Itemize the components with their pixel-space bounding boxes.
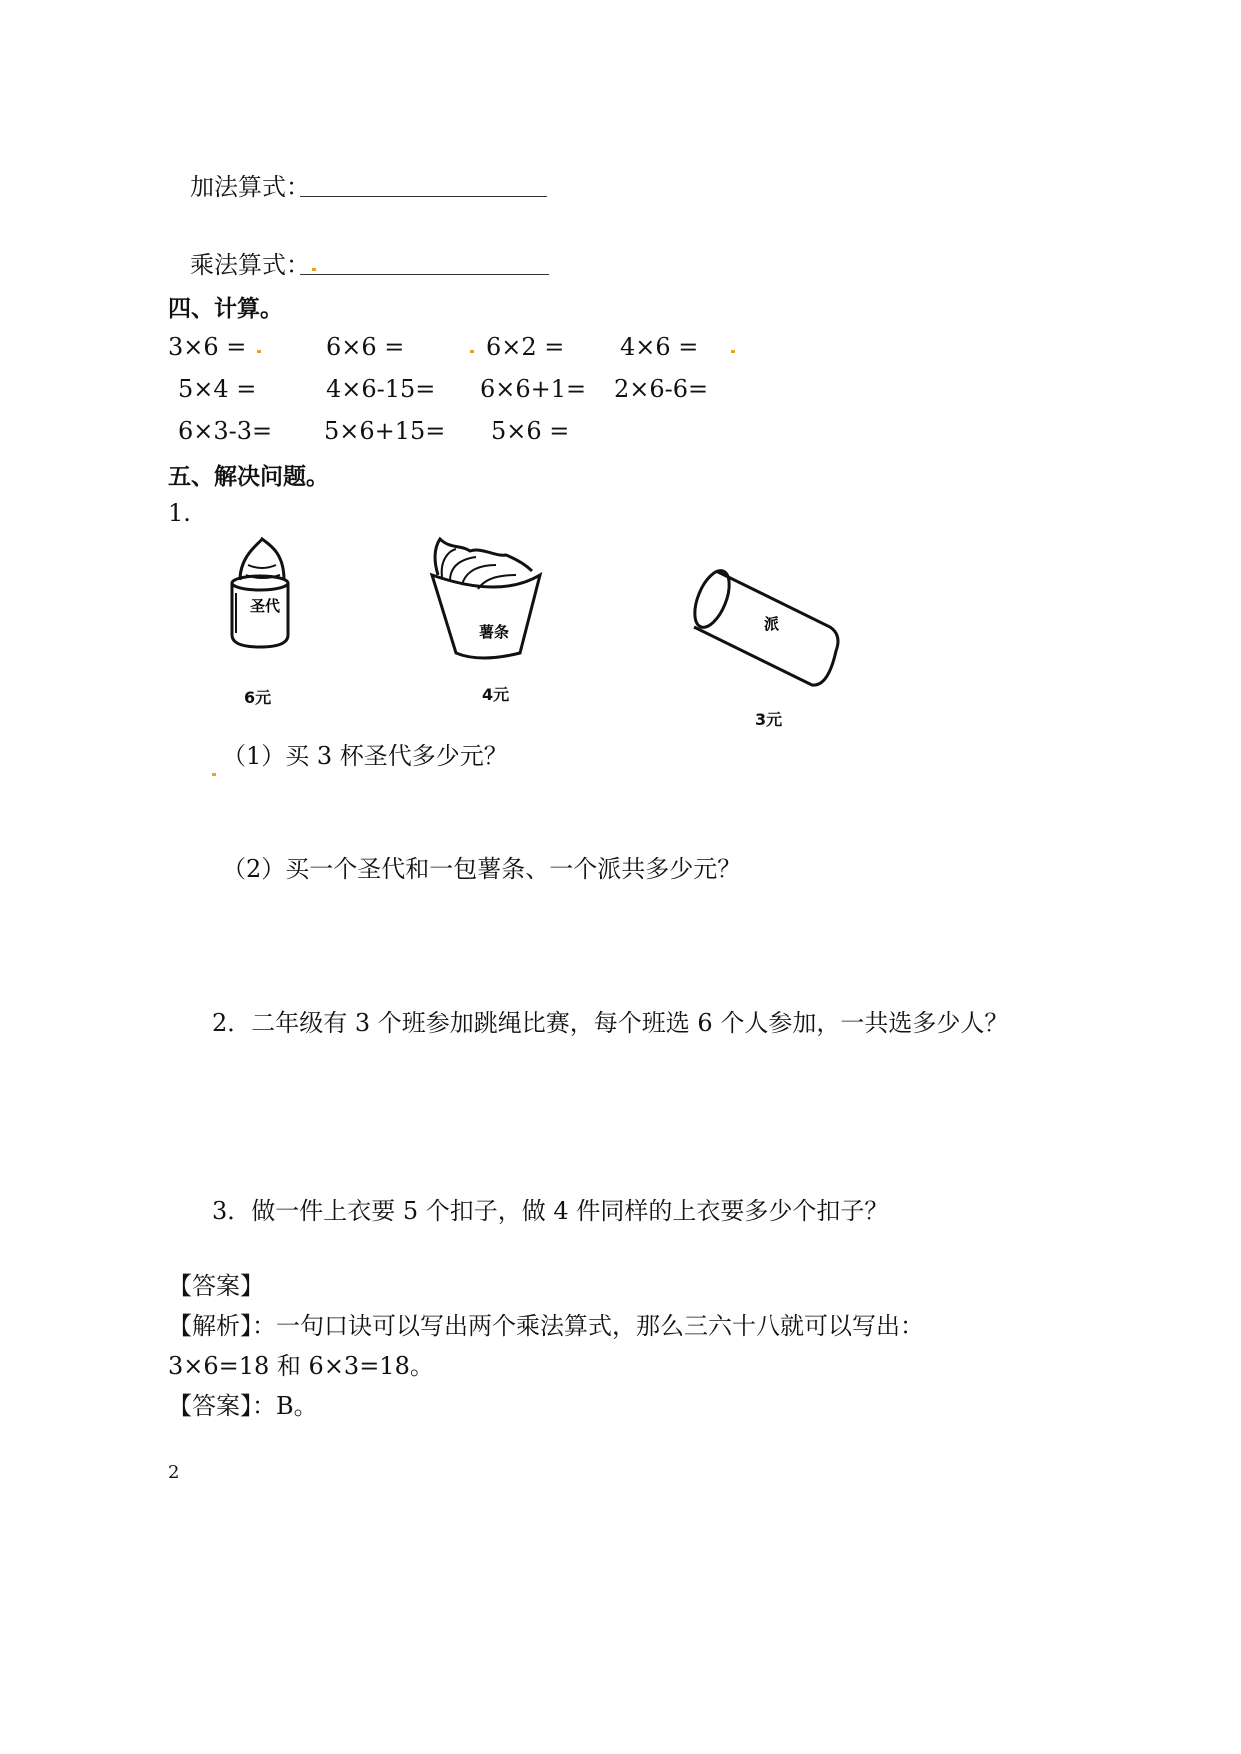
item-name: 派	[764, 615, 780, 633]
calc-item: 2×6-6=	[614, 375, 709, 403]
addition-label: 加法算式：	[190, 173, 310, 201]
calc-item: 5×6 =	[491, 417, 570, 445]
sundae-icon	[232, 539, 288, 647]
multiplication-label: 乘法算式：	[190, 251, 310, 279]
calc-item: 6×2 =	[486, 333, 565, 361]
analysis-line-2: 3×6=18 和 6×3=18。	[168, 1352, 434, 1380]
section-5-heading: 五、解决问题。	[168, 464, 329, 490]
calc-item: 3×6 =	[168, 333, 247, 361]
marker-dot	[470, 350, 474, 353]
question-2: （2）买一个圣代和一包薯条、一个派共多少元？	[222, 855, 742, 883]
price-label: 6元	[244, 688, 272, 707]
problem-3: 3．做一件上衣要 5 个扣子，做 4 件同样的上衣要多少个扣子？	[212, 1197, 889, 1225]
question-1: （1）买 3 杯圣代多少元？	[222, 742, 508, 770]
analysis-line-1: 【解析】：一句口诀可以写出两个乘法算式，那么三六十八就可以写出：	[168, 1312, 924, 1340]
pie-icon	[688, 566, 838, 685]
food-illustrations	[200, 535, 860, 735]
price-label: 3元	[755, 710, 783, 729]
marker-dot	[212, 773, 216, 776]
section-4-heading: 四、计算。	[168, 296, 283, 322]
calc-item: 6×6+1=	[480, 375, 587, 403]
answer-line: 【答案】：B。	[168, 1392, 318, 1420]
calc-item: 4×6-15=	[326, 375, 436, 403]
problem-1-number: 1.	[168, 499, 191, 527]
price-label: 4元	[482, 685, 510, 704]
calc-item: 6×6 =	[326, 333, 405, 361]
item-name: 薯条	[479, 623, 510, 641]
item-name: 圣代	[250, 597, 281, 615]
calc-item: 4×6 =	[620, 333, 699, 361]
marker-dot	[257, 350, 261, 353]
calc-item: 5×4 =	[178, 375, 257, 403]
marker-dot	[731, 350, 735, 353]
page-number: 2	[168, 1462, 180, 1483]
problem-2: 2．二年级有 3 个班参加跳绳比赛，每个班选 6 个人参加，一共选多少人？	[212, 1009, 1009, 1037]
calc-item: 5×6+15=	[324, 417, 446, 445]
calc-item: 6×3-3=	[178, 417, 273, 445]
multiplication-answer-line	[300, 274, 549, 275]
marker-dot	[312, 268, 316, 271]
answer-heading: 【答案】	[168, 1272, 264, 1300]
addition-answer-line	[300, 196, 547, 197]
